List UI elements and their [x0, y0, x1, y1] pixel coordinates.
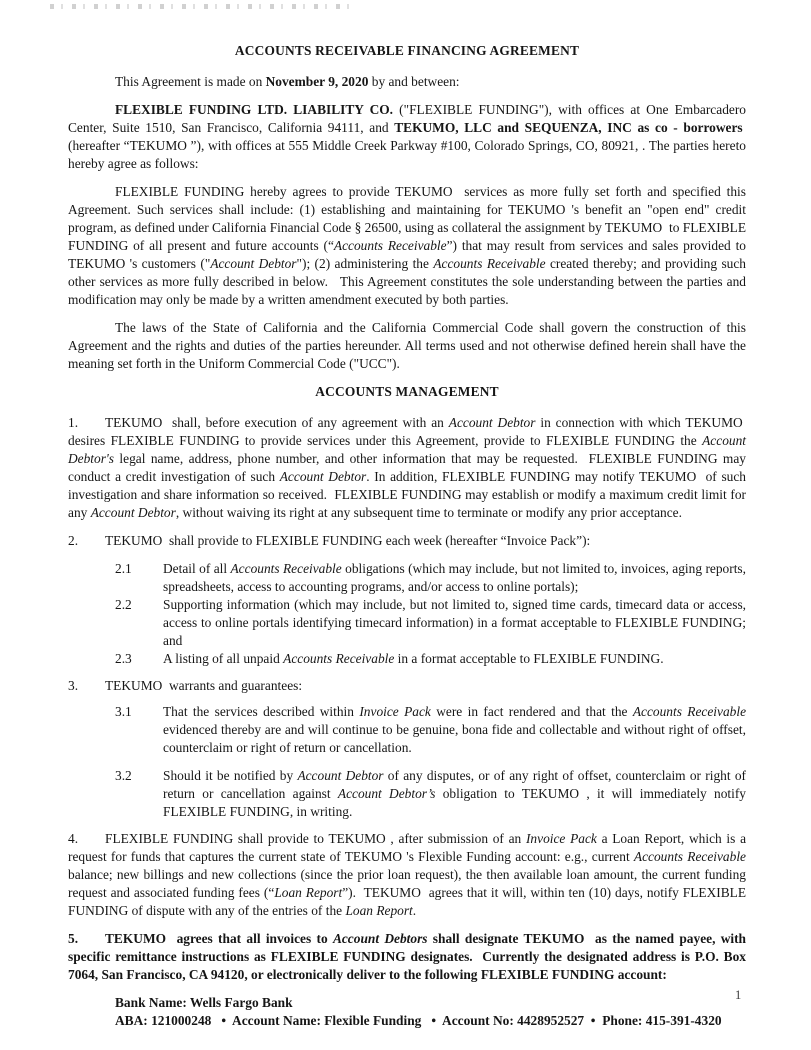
text-run: Accounts Receivable [230, 561, 342, 576]
item-1-number: 1. [68, 415, 79, 430]
text-run: Account Debtor [297, 768, 384, 783]
paragraph-parties [68, 101, 746, 173]
item-4-number: 4. [68, 831, 79, 846]
text-run: November 9, 2020 [265, 74, 369, 89]
text-run: FLEXIBLE FUNDING hereby agrees to provide TEKUMO services as more fully set forth and specified this Agreement. Such services shall include: (1) establishing and maintaining for TEKUMO 's benefit an "open end" credit program, as defined under California Financial Code § 26500, using as collateral the assignment by TEKUMO to FLEXIBLE FUNDING of all present and future accounts (“ [68, 184, 746, 253]
text-run: obligation to TEKUMO , it will immediately notify FLEXIBLE FUNDING, in writing. [163, 786, 746, 819]
item-2-2 [68, 596, 746, 650]
text-run: FLEXIBLE FUNDING shall provide to TEKUMO , after submission of an [105, 831, 526, 846]
item-2-3-number: 2.3 [115, 651, 132, 666]
item-3-number: 3. [68, 678, 79, 693]
item-3-1-text [163, 703, 746, 757]
text-run: Account Debtor’s [337, 786, 436, 801]
text-run: TEKUMO, LLC and SEQUENZA, INC as co - borrowers [394, 120, 743, 135]
item-2-1-text [163, 560, 746, 596]
text-run: A listing of all unpaid [163, 651, 284, 666]
text-run: obligations (which may include, but not limited to, invoices, aging reports, spreadsheets, access to accounting programs, and/or access to online portals); [163, 561, 746, 594]
text-run: ”) that may result from services and sales provided to TEKUMO 's customers (" [68, 238, 746, 271]
text-run: TEKUMO warrants and guarantees: [105, 678, 303, 693]
item-2-2-text [163, 596, 746, 650]
item-2-1 [68, 560, 746, 596]
text-run: TEKUMO agrees that all invoices to [105, 931, 333, 946]
text-run: Supporting information (which may include, but not limited to, signed time cards, timecard data or access, access to online portals identifying timecard information) in a format acceptable to FLEXIBLE FUNDING; and [163, 597, 746, 648]
item-2-3-text [163, 650, 746, 668]
item-1-text [68, 415, 746, 520]
text-run: That the services described within [163, 704, 360, 719]
text-run: Loan Report [274, 885, 343, 900]
paragraph-governing-law [68, 319, 746, 373]
bank-name-line: Bank Name: Wells Fargo Bank [115, 995, 293, 1010]
item-3-text [105, 678, 302, 693]
text-run: legal name, address, phone number, and other information that may be requested. FLEXIBLE FUNDING may conduct a credit investigation of such [68, 451, 746, 484]
text-run: Accounts Receivable [632, 704, 747, 719]
text-run: a Loan Report, which is a request for funds that captures the current state of TEKUMO 's Flexible Funding account: e.g., current [68, 831, 747, 864]
text-run: ("FLEXIBLE FUNDING"), with offices at One Embarcadero Center, Suite 1510, San Francisco, California 94111, and [68, 102, 746, 135]
paragraph-made-on [68, 73, 746, 91]
item-3-2-text [163, 767, 746, 821]
text-run: Accounts Receivable [433, 256, 546, 271]
text-run: Should it be notified by [163, 768, 298, 783]
text-run: balance; new billings and new collections (since the prior loan request), the then available loan amount, the current funding request and associated funding fees (“ [68, 867, 746, 900]
item-2-text [105, 533, 590, 548]
text-run: Invoice Pack [525, 831, 597, 846]
text-run: Accounts Receivable [333, 238, 447, 253]
text-run: The laws of the State of California and the California Commercial Code shall govern the construction of this Agreement and the rights and duties of the parties hereunder. All terms used and not otherwise defined herein shall have the meaning set forth in the Uniform Commercial Code ("UCC"). [68, 320, 746, 371]
item-2-3 [68, 650, 746, 668]
item-3 [68, 677, 746, 695]
text-run: created thereby; and providing such other services as more fully described in below. This Agreement constitutes the sole understanding between the parties and modification may only be made by a written amendment executed by both parties. [68, 256, 746, 307]
text-run: Detail of all [163, 561, 231, 576]
text-run: "); (2) administering the [296, 256, 434, 271]
item-5-number: 5. [68, 931, 79, 946]
section-heading-accounts-management: ACCOUNTS MANAGEMENT [315, 384, 499, 399]
page-number: 1 [735, 988, 742, 1002]
text-run: Accounts Receivable [283, 651, 395, 666]
text-run: Accounts Receivable [633, 849, 746, 864]
text-run: TEKUMO shall, before execution of any agreement with an [105, 415, 449, 430]
text-run: Invoice Pack [359, 704, 431, 719]
item-2 [68, 532, 746, 550]
text-run: in a format acceptable to FLEXIBLE FUNDING. [394, 651, 664, 666]
text-run: were in fact rendered and that the [430, 704, 633, 719]
item-2-subitems [68, 560, 746, 668]
item-4 [68, 830, 746, 920]
text-run: by and between: [368, 74, 460, 89]
text-run: FLEXIBLE FUNDING LTD. LIABILITY CO. [115, 102, 394, 117]
text-run: Account Debtor [279, 469, 367, 484]
text-run: This Agreement is made on [115, 74, 266, 89]
document-title: ACCOUNTS RECEIVABLE FINANCING AGREEMENT [234, 43, 580, 58]
item-5 [68, 930, 746, 984]
item-2-number: 2. [68, 533, 79, 548]
text-run: Loan Report [345, 903, 413, 918]
text-run: . [412, 903, 417, 918]
text-run: Account Debtor [448, 415, 536, 430]
item-3-2-number: 3.2 [115, 768, 132, 783]
item-5-text [68, 931, 746, 982]
text-run: Account Debtors [332, 931, 428, 946]
item-1 [68, 414, 746, 522]
text-run: of any disputes, or of any right of offset, counterclaim or right of return or cancellation against [163, 768, 746, 801]
item-3-subitems [68, 703, 746, 821]
text-run: in connection with which TEKUMO desires FLEXIBLE FUNDING to provide services under this Agreement, provide to FLEXIBLE FUNDING the [68, 415, 746, 448]
item-3-1-number: 3.1 [115, 704, 132, 719]
text-run: shall designate TEKUMO as the named payee, with specific remittance instructions as FLEXIBLE FUNDING designates. Currently the designated address is P.O. Box 7064, San Francisco, CA 94120, or electronically deliver to the following FLEXIBLE FUNDING account: [68, 931, 747, 982]
paragraph-services [68, 183, 746, 309]
item-3-2 [68, 767, 746, 821]
scan-artifact [50, 4, 355, 9]
text-run: Account Debtor [210, 256, 297, 271]
bank-account-line: ABA: 121000248 • Account Name: Flexible Funding • Account No: 4428952527 • Phone: 415-391-4320 [115, 1013, 722, 1028]
text-run: Account Debtor [90, 505, 176, 520]
item-4-text [68, 831, 746, 918]
text-run: . In addition, FLEXIBLE FUNDING may notify TEKUMO of such investigation and share information so received. FLEXIBLE FUNDING may establish or modify a maximum credit limit for any [68, 469, 746, 520]
item-2-1-number: 2.1 [115, 561, 132, 576]
bank-details [115, 994, 746, 1030]
item-2-2-number: 2.2 [115, 597, 132, 612]
text-run: , without waiving its right at any subsequent time to terminate or modify any prior acceptance. [175, 505, 682, 520]
text-run: Account Debtor's [68, 433, 746, 466]
text-run: (hereafter “TEKUMO ”), with offices at 555 Middle Creek Parkway #100, Colorado Springs, CO, 80921, . The parties hereto hereby agree as follows: [68, 120, 747, 171]
text-run: ”). TEKUMO agrees that it will, within ten (10) days, notify FLEXIBLE FUNDING of dispute with any of the entries of the [68, 885, 747, 918]
item-3-1 [68, 703, 746, 757]
text-run: evidenced thereby are and will continue to be genuine, bona fide and collectable and without right of offset, counterclaim or right of return or cancellation. [163, 722, 746, 755]
document-content [68, 42, 746, 1030]
text-run: TEKUMO shall provide to FLEXIBLE FUNDING each week (hereafter “Invoice Pack”): [105, 533, 591, 548]
